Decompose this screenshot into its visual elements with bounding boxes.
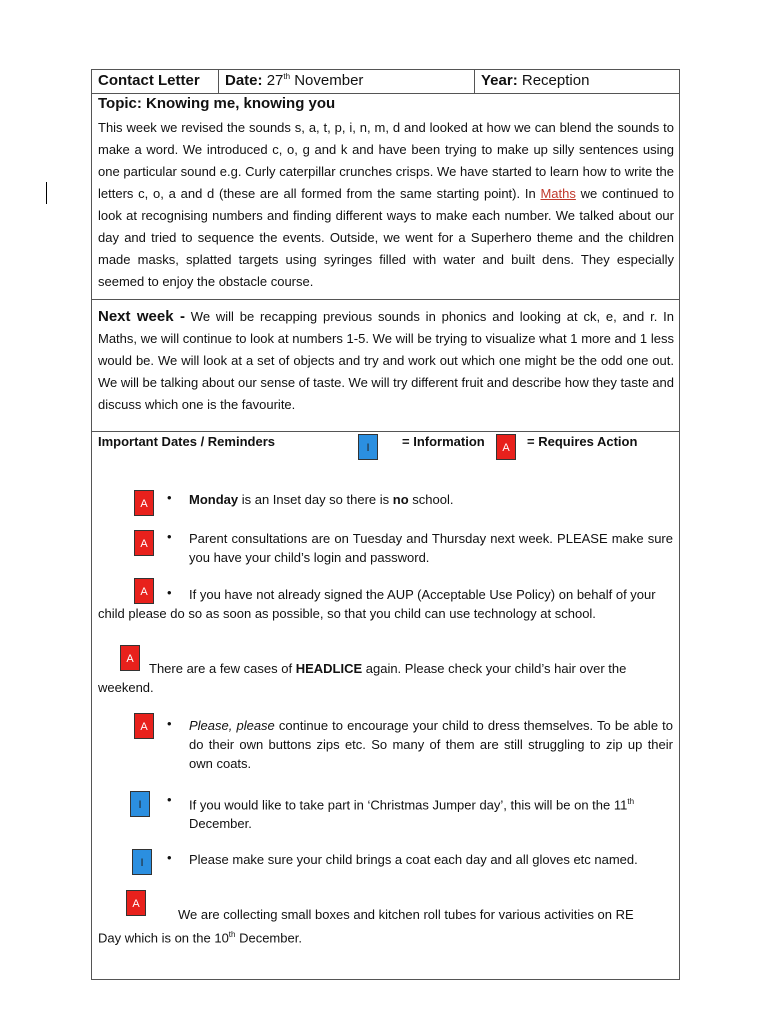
reminder-item	[189, 490, 669, 509]
reminder-text: There are a few cases of	[149, 661, 296, 676]
reminder-sup: th	[627, 797, 635, 806]
date-month: November	[294, 72, 364, 89]
reminder-item-continued: child please do so as soon as possible, so that you child can use technology at school.	[98, 606, 596, 621]
next-week-text: We will be recapping previous sounds in phonics and looking at ck, e, and r. In Maths, we will continue to look at numbers 1-5. We will be trying to visualize what 1 more and 1 less would be. We will look at a set of objects and try and work out which one might be the odd one out. We will be talking about our sense of taste. We will try different fruit and describe how they taste and discuss which one is the favourite.	[98, 309, 674, 412]
information-legend-box: I	[358, 434, 378, 460]
reminder-item	[189, 792, 673, 833]
reminder-text: continue to encourage your child to dress themselves. To be able to do their own buttons zips etc. So many of them are still struggling to zip up their own coats.	[189, 718, 674, 771]
reminder-text: school.	[408, 492, 454, 507]
bullet: •	[167, 716, 172, 731]
action-badge: A	[134, 578, 154, 604]
reminder-item: We are collecting small boxes and kitchen roll tubes for various activities on RE	[178, 907, 634, 922]
bullet: •	[167, 850, 172, 865]
reminder-item-continued: weekend.	[98, 680, 154, 695]
reminder-bold: HEADLICE	[295, 661, 363, 676]
this-week-text-continued: we continued to look at recognising numbers and finding different ways to make each number. We talked about our day and tried to sequence the events. Outside, we went for a Superhero theme and the children made masks, splatted targets using syringes filled with water and built dens. They especially seemed to enjoy the obstacle course.	[98, 186, 674, 289]
reminder-text: again. Please check your child’s hair over the	[362, 661, 627, 676]
contact-letter-table	[91, 69, 680, 980]
reminder-item: Please make sure your child brings a coat each day and all gloves etc named.	[189, 852, 638, 867]
information-badge: I	[132, 849, 152, 875]
action-badge: A	[120, 645, 140, 671]
action-legend-box: A	[496, 434, 516, 460]
bullet: •	[167, 792, 172, 807]
action-badge: A	[134, 530, 154, 556]
maths-link[interactable]: Maths	[540, 186, 576, 201]
reminder-item	[149, 659, 673, 678]
contact-letter-cell	[98, 72, 200, 89]
action-legend-label: = Requires Action	[527, 434, 638, 449]
reminder-text: If you would like to take part in ‘Christmas Jumper day’, this will be on the 11	[189, 797, 628, 813]
header-divider	[474, 70, 475, 93]
bullet: •	[167, 490, 172, 505]
action-badge: A	[134, 490, 154, 516]
reminder-item	[189, 716, 673, 773]
this-week-text: This week we revised the sounds s, a, t, p, i, n, m, d and looked at how we can blend the sounds to make a word. We introduced c, o, g and k and have been trying to make up silly sentences using one particular sound e.g. Curly caterpillar crunches crisps. We have started to learn how to write the letters c, o, a and d (these are all formed from the same starting point). In	[98, 120, 674, 201]
header-divider	[218, 70, 219, 93]
contact-letter-label: Contact Letter	[98, 72, 200, 89]
year-value: Reception	[521, 72, 590, 89]
reminder-item-continued	[98, 925, 302, 947]
reminder-bold: no	[392, 492, 409, 507]
bullet: •	[167, 529, 172, 544]
date-cell	[225, 72, 363, 89]
reminder-item: If you have not already signed the AUP (Acceptable Use Policy) on behalf of your	[189, 587, 656, 602]
date-label: Date:	[225, 72, 263, 89]
reminders-heading: Important Dates / Reminders	[98, 434, 275, 449]
reminder-text: is an Inset day so there is	[238, 492, 393, 507]
reminder-bold: Monday	[189, 492, 239, 507]
date-suffix: th	[283, 72, 291, 81]
next-week-label: Next week -	[98, 308, 185, 325]
next-week-paragraph	[98, 306, 674, 416]
year-label: Year:	[481, 72, 518, 89]
bullet: •	[167, 585, 172, 600]
row-divider	[92, 299, 679, 300]
reminder-sup: th	[228, 930, 236, 939]
year-cell	[481, 72, 589, 89]
row-divider	[92, 431, 679, 432]
reminder-item: Parent consultations are on Tuesday and Thursday next week. PLEASE make sure you have your child’s login and password.	[189, 531, 673, 565]
action-badge: A	[134, 713, 154, 739]
information-badge: I	[130, 791, 150, 817]
reminder-italic: Please, please	[189, 718, 275, 733]
topic-heading: Topic: Knowing me, knowing you	[98, 95, 336, 112]
reminder-text: December.	[189, 816, 252, 832]
reminder-text: Day which is on the 10	[98, 930, 229, 946]
information-legend-label: = Information	[402, 434, 485, 449]
date-day: 27	[266, 72, 284, 89]
row-divider	[92, 93, 679, 94]
this-week-paragraph	[98, 117, 674, 293]
action-badge: A	[126, 890, 146, 916]
text-cursor	[46, 182, 47, 204]
reminder-text: December.	[235, 930, 302, 946]
